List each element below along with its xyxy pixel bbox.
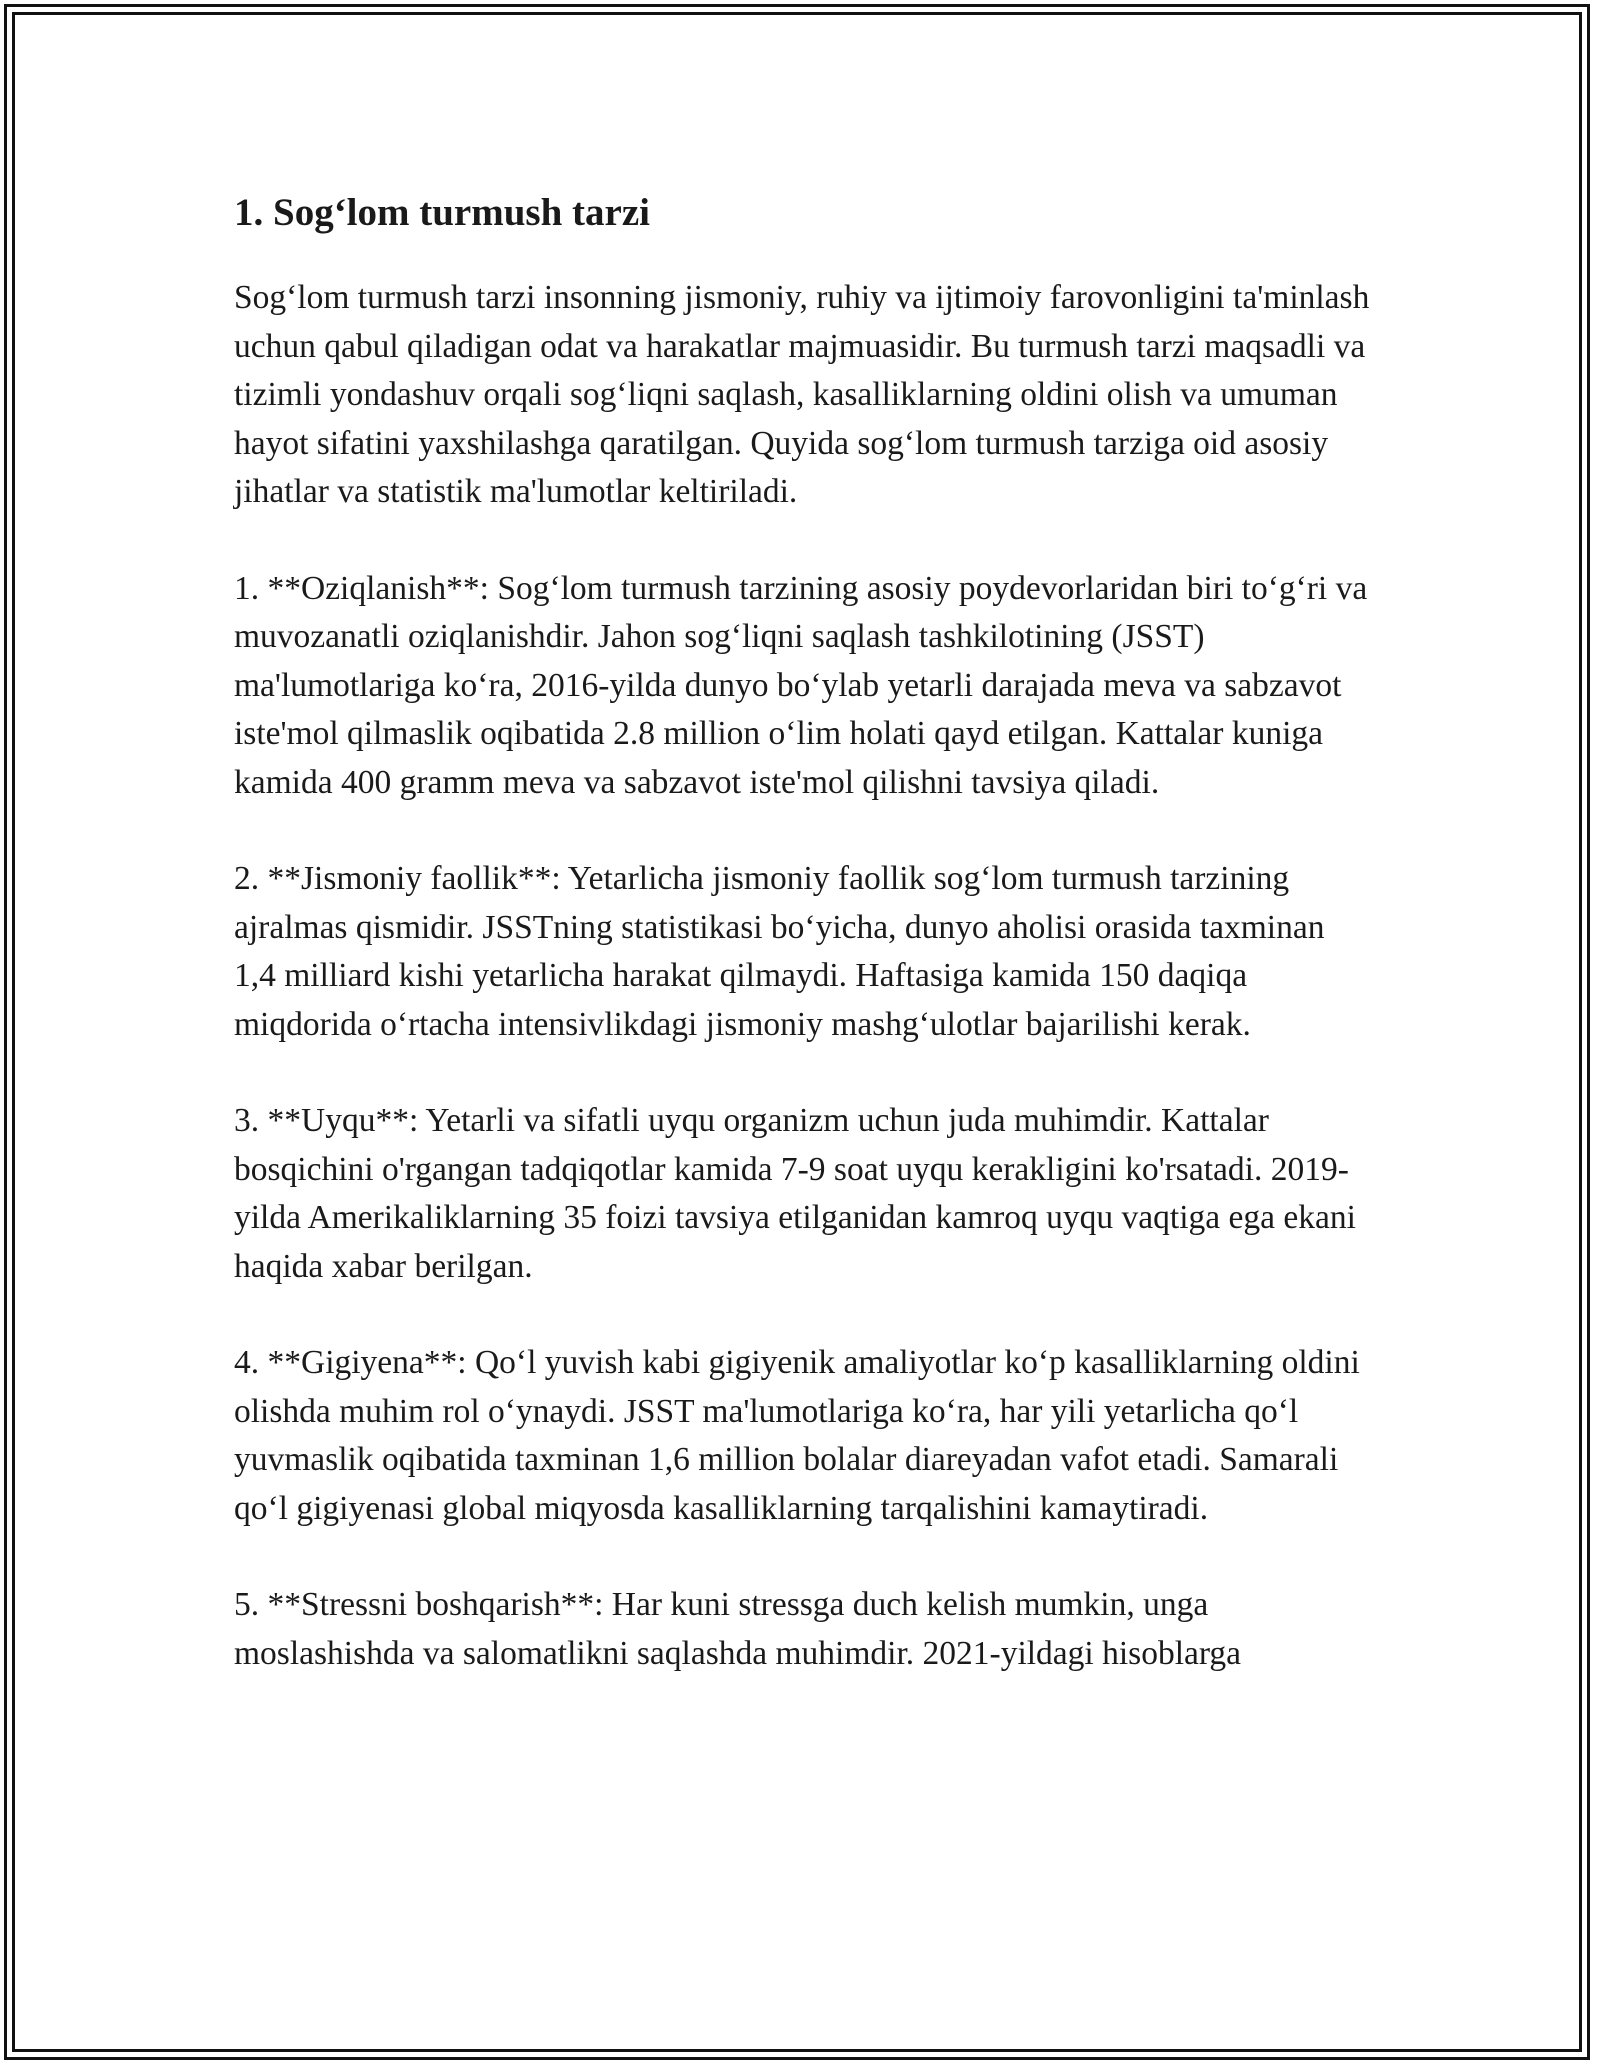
- paragraph-sleep: 3. **Uyqu**: Yetarli va sifatli uyqu organizm uchun juda muhimdir. Kattalar bosqichini o'rgangan tadqiqotlar kamida 7-9 soat uyqu kerakligini ko'rsatadi. 2019-yilda Amerikaliklarning 35 foizi tavsiya etilganidan kamroq uyqu vaqtiga ega ekani haqida xabar berilgan.: [234, 1102, 1356, 1285]
- document-body: [234, 186, 1374, 1678]
- paragraph-physical-activity: 2. **Jismoniy faollik**: Yetarlicha jismoniy faollik sog‘lom turmush tarzining ajralmas qismidir. JSSTning statistikasi bo‘yicha, dunyo aholisi orasida taxminan 1,4 milliard kishi yetarlicha harakat qilmaydi. Haftasiga kamida 150 daqiqa miqdorida o‘rtacha intensivlikdagi jismoniy mashg‘ulotlar bajarilishi kerak.: [234, 860, 1325, 1043]
- intro-paragraph: Sog‘lom turmush tarzi insonning jismoniy, ruhiy va ijtimoiy farovonligini ta'minlash uchun qabul qiladigan odat va harakatlar majmuasidir. Bu turmush tarzi maqsadli va tizimli yondashuv orqali sog‘liqni saqlash, kasalliklarning oldini olish va umuman hayot sifatini yaxshilashga qaratilgan. Quyida sog‘lom turmush tarziga oid asosiy jihatlar va statistik ma'lumotlar keltiriladi.: [234, 279, 1370, 510]
- paragraph-nutrition: 1. **Oziqlanish**: Sog‘lom turmush tarzining asosiy poydevorlaridan biri to‘g‘ri va muvozanatli oziqlanishdir. Jahon sog‘liqni saqlash tashkilotining (JSST) ma'lumotlariga ko‘ra, 2016-yilda dunyo bo‘ylab yetarli darajada meva va sabzavot iste'mol qilmaslik oqibatida 2.8 million o‘lim holati qayd etilgan. Kattalar kuniga kamida 400 gramm meva va sabzavot iste'mol qilishni tavsiya qiladi.: [234, 569, 1368, 801]
- paragraph-hygiene: 4. **Gigiyena**: Qo‘l yuvish kabi gigiyenik amaliyotlar ko‘p kasalliklarning oldini olishda muhim rol o‘ynaydi. JSST ma'lumotlariga ko‘ra, har yili yetarlicha qo‘l yuvmaslik oqibatida taxminan 1,6 million bolalar diareyadan vafot etadi. Samarali qo‘l gigiyenasi global miqyosda kasalliklarning tarqalishini kamaytiradi.: [234, 1344, 1360, 1527]
- paragraph-stress-management: 5. **Stressni boshqarish**: Har kuni stressga duch kelish mumkin, unga moslashishda va salomatlikni saqlashda muhimdir. 2021-yildagi hisoblarga: [234, 1586, 1242, 1672]
- document-title: 1. Sog‘lom turmush tarzi: [234, 191, 650, 234]
